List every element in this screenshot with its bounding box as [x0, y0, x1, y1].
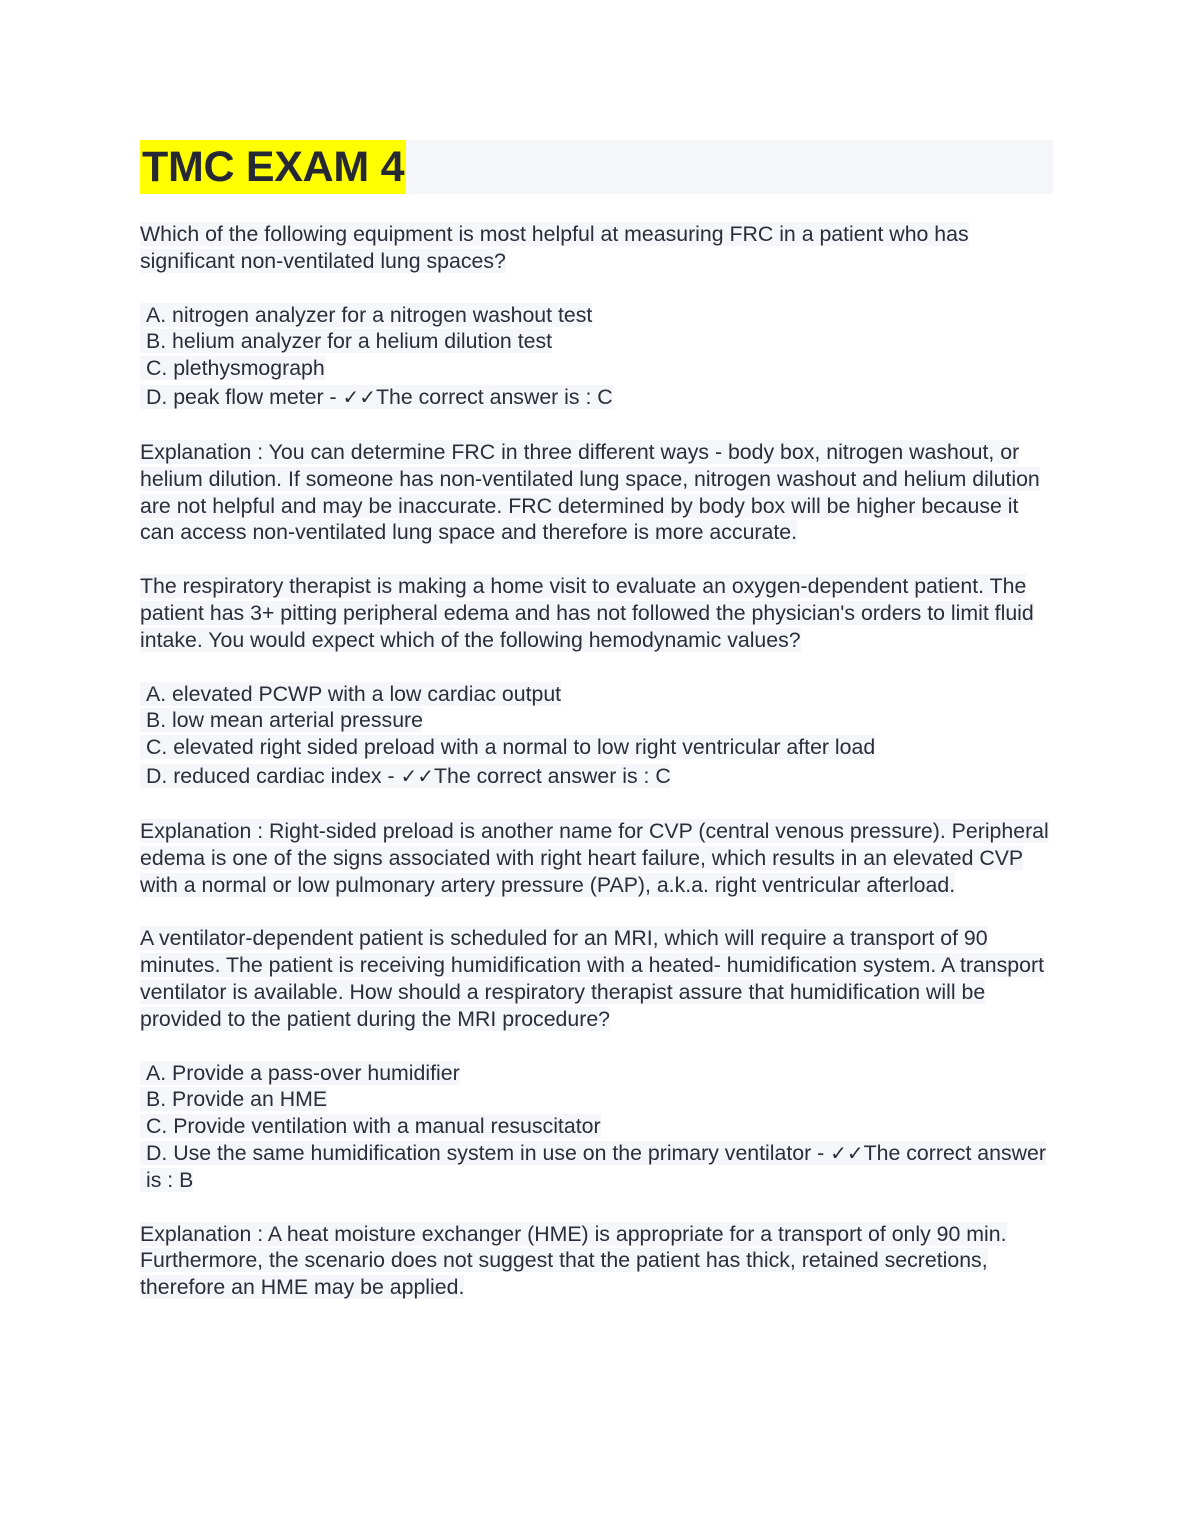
question-block [140, 573, 1053, 898]
answer-options [140, 1060, 1053, 1194]
question-text: A ventilator-dependent patient is scheduled for an MRI, which will require a transport of 90 minutes. The patient is receiving humidification with a heated- humidification system. A transport ventilator is available. How should a respiratory therapist assure that humidification will be provided to the patient during the MRI procedure? [140, 926, 1044, 1031]
correct-answer: The correct answer is : C [434, 763, 671, 788]
option-c: C. elevated right sided preload with a normal to low right ventricular after load [140, 734, 1053, 761]
option-c: C. plethysmograph [140, 355, 1053, 382]
question-text: Which of the following equipment is most helpful at measuring FRC in a patient who has significant non-ventilated lung spaces? [140, 222, 969, 273]
option-b: B. helium analyzer for a helium dilution test [140, 328, 1053, 355]
option-d: D. Use the same humidification system in use on the primary ventilator - ✓✓The correct answer is : B [140, 1140, 1053, 1194]
option-a: A. nitrogen analyzer for a nitrogen washout test [140, 302, 1053, 329]
document-page [140, 140, 1053, 1301]
explanation-text: Explanation : A heat moisture exchanger (HME) is appropriate for a transport of only 90 min. Furthermore, the scenario does not suggest that the patient has thick, retained secretions, therefore an HME may be applied. [140, 1221, 1007, 1300]
explanation-text: Explanation : You can determine FRC in three different ways - body box, nitrogen washout, or helium dilution. If someone has non-ventilated lung space, nitrogen washout and helium dilution are not helpful and may be inaccurate. FRC determined by body box will be higher because it can access non-ventilated lung space and therefore is more accurate. [140, 439, 1040, 545]
title-band [140, 140, 1053, 194]
answer-options [140, 302, 1053, 412]
answer-options [140, 681, 1053, 791]
option-d: D. reduced cardiac index - ✓✓The correct answer is : C [140, 761, 1053, 791]
option-b: B. Provide an HME [140, 1086, 1053, 1113]
correct-answer: The correct answer is : C [375, 384, 613, 409]
option-d: D. peak flow meter - ✓✓The correct answer is : C [140, 382, 1053, 412]
explanation-text: Explanation : Right-sided preload is another name for CVP (central venous pressure). Peripheral edema is one of the signs associated with right heart failure, which results in an elevated CVP with a normal or low pulmonary artery pressure (PAP), a.k.a. right ventricular afterload. [140, 818, 1049, 897]
double-check-icon: ✓✓ [400, 763, 435, 788]
question-block [140, 221, 1053, 546]
question-text: The respiratory therapist is making a home visit to evaluate an oxygen-dependent patient. The patient has 3+ pitting peripheral edema and has not followed the physician's orders to limit fluid intake. You would expect which of the following hemodynamic values? [140, 574, 1034, 652]
option-a: A. elevated PCWP with a low cardiac output [140, 681, 1053, 708]
question-block [140, 925, 1053, 1301]
option-a: A. Provide a pass-over humidifier [140, 1060, 1053, 1087]
double-check-icon: ✓✓ [830, 1140, 864, 1165]
correct-answer: The correct answer is : B [146, 1140, 1046, 1192]
page-title: TMC EXAM 4 [140, 140, 406, 194]
double-check-icon: ✓✓ [342, 384, 376, 409]
option-b: B. low mean arterial pressure [140, 707, 1053, 734]
option-c: C. Provide ventilation with a manual resuscitator [140, 1113, 1053, 1140]
